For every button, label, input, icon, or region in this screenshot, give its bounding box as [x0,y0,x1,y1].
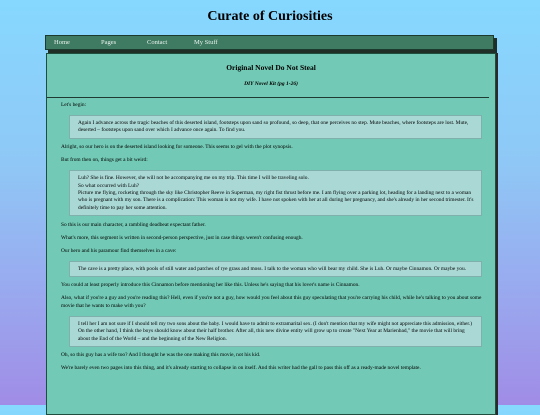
paragraph: We're barely even two pages into this thing, and it's already starting to collapse in on itself. And this writer had the gall to pass this off as a ready-made novel template. [61,365,421,372]
paragraph: Let's begin: [61,102,87,108]
blockquote [69,170,482,216]
blockquote: The cave is a pretty place, with pools of still water and patches of rye grass and moss. I talk to the woman who will bear my child. She is Luh. Or maybe Cinnamon. Or maybe you. [69,261,482,277]
main-nav [45,35,494,50]
paragraph: But from then on, things get a bit weird: [61,157,148,164]
paragraph: Our hero and his paramour find themselves in a cave: [61,247,177,254]
blockquote: Again I advance across the tragic beaches of this deserted island, footsteps upon sand so profound, so deep, that one perceives no step. Mute beaches, where footsteps are lost. Mute, deserted – footsteps upon sand over which I advance once again. To find you. [69,115,482,139]
nav-pages-link[interactable]: Pages [101,39,117,46]
nav-my-stuff-link[interactable]: My Stuff [194,39,218,46]
quote-line: So what occurred with Luh? [78,182,140,189]
page-title: Original Novel Do Not Steal [226,63,316,72]
paragraph: So this is our main character, a rambling deadbeat expectant father. [61,221,206,228]
paragraph: Oh, so this guy has a wife too? And I thought he was the one making this movie, not his kid. [61,352,261,359]
paragraph: Also, what if you're a guy and you're reading this? Hell, even if you're not a guy, how would you feel about this guy speculating that you're carrying his child, while he's talking to you about some movie that he wants to make with you? [61,295,482,309]
page-subtitle: DIY Novel Kit (pg 1-26) [244,81,298,87]
nav-home-link[interactable]: Home [54,39,70,46]
paragraph: Alright, so our hero is on the deserted island looking for someone. This seems to gel with the plot synopsis. [61,144,293,151]
quote-line: Picture me flying, rocketing through the sky like Christopher Reeve in Superman, my right fist thrust before me. I am flying over a parking lot, heading for a landing next to a woman who is pregnant with my son. There is a complication: This woman is not my wife. I have not spoken with her at all during her pregnancy, and she's already in her second trimester. It's definitely time to pay her some attention. [78,190,474,211]
blockquote: I tell her I am not sure if I should tell my two sons about the baby. I would have to admit to extramarital sex. (I don't mention that my wife might not appreciate this admission, either.) On the other hand, I think the boys should know about their half brother. After all, this new divine entity will grow up to create "Next Year at Marienbad," the movie that will bring about the End of the World – and the beginning of the New Religion. [69,316,482,347]
heading-divider [47,97,489,98]
site-title: Curate of Curiosities [207,9,333,24]
paragraph: What's more, this segment is written in second-person perspective, just in case things weren't confusing enough. [61,234,303,241]
content-panel [46,53,496,415]
article-body [61,102,485,378]
paragraph: You could at least properly introduce this Cinnamon before mentioning her like this. Unless he's saying that his lover's name is Cinnamon. [61,282,360,289]
nav-contact-link[interactable]: Contact [147,39,168,46]
quote-line: Luh? She is fine. However, she will not be accompanying me on my trip. This time I will be traveling solo. [78,175,309,182]
